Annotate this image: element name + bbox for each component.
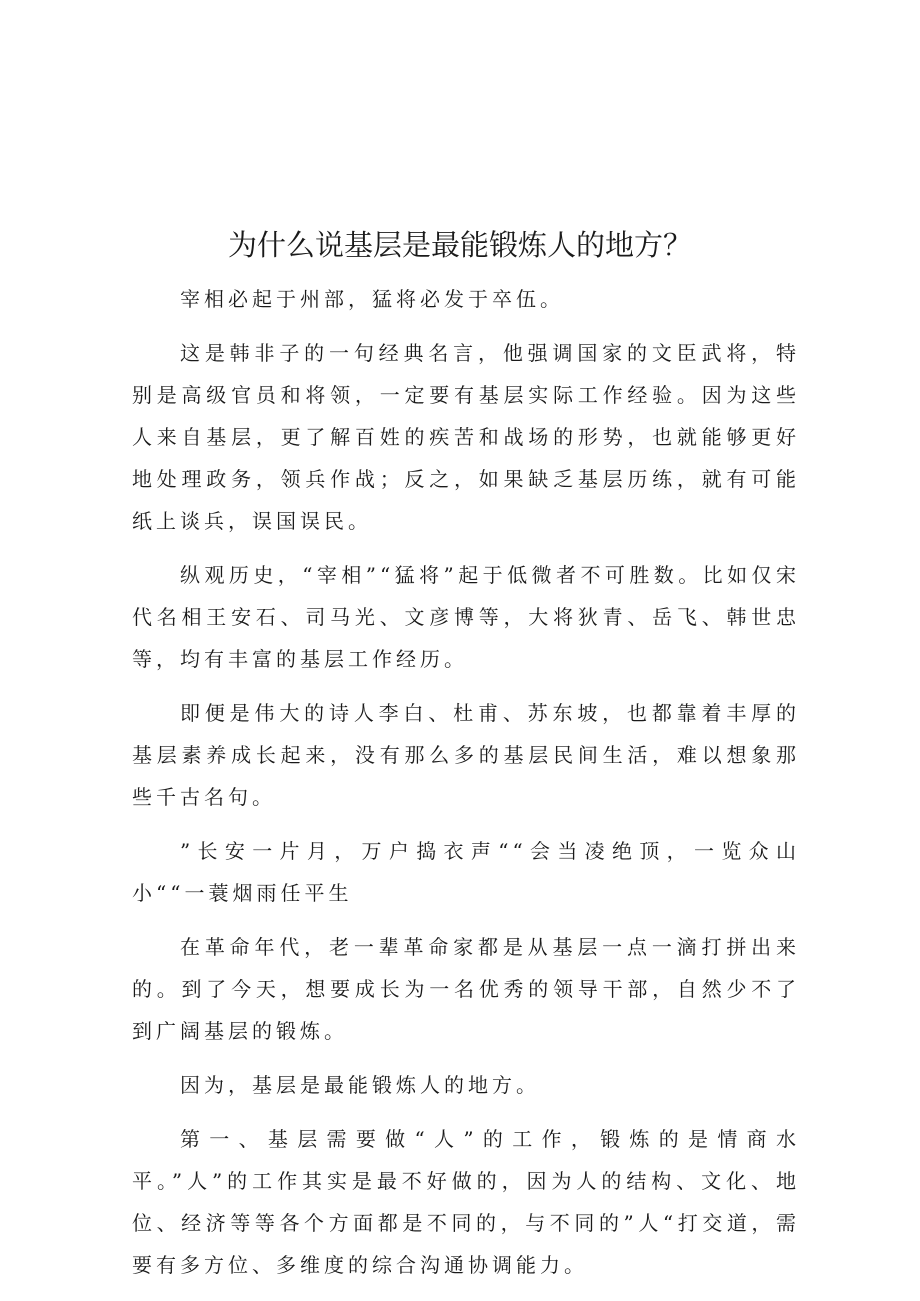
paragraph-4: 即便是伟大的诗人李白、杜甫、苏东坡，也都靠着丰厚的基层素养成长起来，没有那么多的基层民间生活，难以想象那些千古名句。 [132,701,800,809]
document-title: 为什么说基层是最能锻炼人的地方？ [227,228,692,262]
paragraph-7: 因为，基层是最能锻炼人的地方。 [180,1073,540,1097]
paragraph-2: 这是韩非子的一句经典名言，他强调国家的文臣武将，特别是高级官员和将领，一定要有基层实际工作经验。因为这些人来自基层，更了解百姓的疾苦和战场的形势，也就能够更好地处理政务，领兵作战；反之，如果缺乏基层历练，就有可能纸上谈兵，误国误民。 [132,341,800,533]
paragraph-8: 第一、基层需要做“人”的工作，锻炼的是情商水平。”人”的工作其实是最不好做的，因为人的结构、文化、地位、经济等等各个方面都是不同的，与不同的”人“打交道，需要有多方位、多维度的综合沟通协调能力。 [132,1127,800,1277]
document-body [132,278,800,1298]
paragraph-5: ”长安一片月，万户捣衣声““会当凌绝顶，一览众山小““一蓑烟雨任平生 [132,839,800,905]
paragraph-6: 在革命年代，老一辈革命家都是从基层一点一滴打拼出来的。到了今天，想要成长为一名优秀的领导干部，自然少不了到广阔基层的锻炼。 [132,935,800,1043]
paragraph-3: 纵观历史，“宰相”“猛将”起于低微者不可胜数。比如仅宋代名相王安石、司马光、文彦博等，大将狄青、岳飞、韩世忠等，均有丰富的基层工作经历。 [132,563,800,671]
paragraph-1: 宰相必起于州部，猛将必发于卒伍。 [180,287,564,311]
